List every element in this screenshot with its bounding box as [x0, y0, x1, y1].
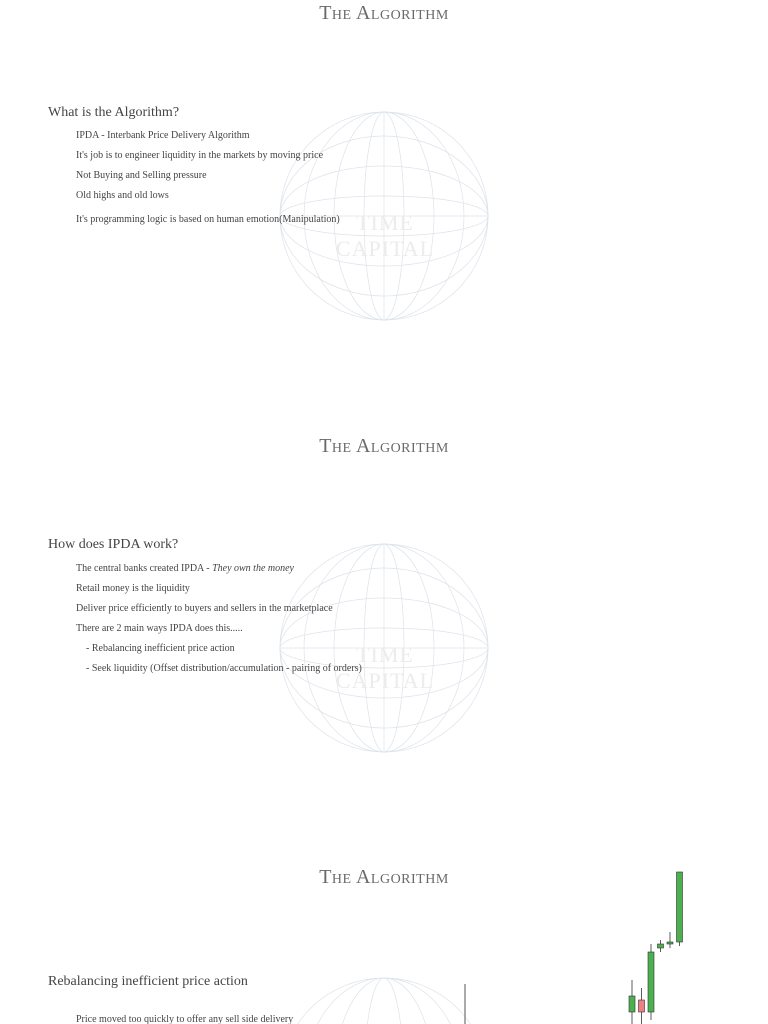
bullet-item: Old highs and old lows: [76, 190, 169, 201]
bullish-candle: [629, 996, 635, 1012]
bullish-candle: [677, 872, 683, 942]
candlestick-chart: [455, 864, 695, 1024]
bullet-item: - Rebalancing inefficient price action: [86, 643, 235, 654]
bullet-list: [76, 130, 340, 234]
bullet-list: [76, 563, 362, 683]
bullet-item: Price moved too quickly to offer any sell side delivery: [76, 1014, 294, 1024]
bullish-candle: [648, 952, 654, 1012]
bullet-item: [76, 563, 362, 583]
slide-heading: Rebalancing inefficient price action: [48, 974, 248, 989]
slide-heading: What is the Algorithm?: [48, 105, 180, 120]
bearish-candle: [639, 1000, 645, 1012]
bullet-text: The central banks created IPDA -: [76, 563, 213, 574]
slide-title: The Algorithm: [319, 866, 449, 888]
bullet-item: - Seek liquidity (Offset distribution/accumulation - pairing of orders): [86, 663, 362, 674]
bullish-candle: [667, 942, 673, 944]
slide-2: [0, 432, 768, 864]
bullet-item: Retail money is the liquidity: [76, 583, 190, 594]
bullet-emphasis: They own the money: [212, 563, 294, 574]
slide-1: [0, 0, 768, 432]
bullish-candle: [658, 944, 664, 948]
bullet-item: There are 2 main ways IPDA does this.....: [76, 623, 243, 634]
bullet-item: It's job is to engineer liquidity in the markets by moving price: [76, 150, 324, 161]
slide-3: [0, 864, 768, 1024]
bullet-list: [76, 1014, 293, 1024]
watermark-text: TIME CAPITAL: [335, 210, 435, 261]
bullet-item: It's programming logic is based on human emotion(Manipulation): [76, 214, 340, 225]
bullet-item: Not Buying and Selling pressure: [76, 170, 207, 181]
bullet-item: Deliver price efficiently to buyers and sellers in the marketplace: [76, 603, 333, 614]
bullet-item: IPDA - Interbank Price Delivery Algorithm: [76, 130, 250, 141]
slide-title: The Algorithm: [319, 435, 449, 457]
slide-heading: How does IPDA work?: [48, 537, 179, 552]
slide-title: The Algorithm: [319, 2, 449, 24]
watermark-text: TIME CAPITAL: [335, 642, 435, 693]
